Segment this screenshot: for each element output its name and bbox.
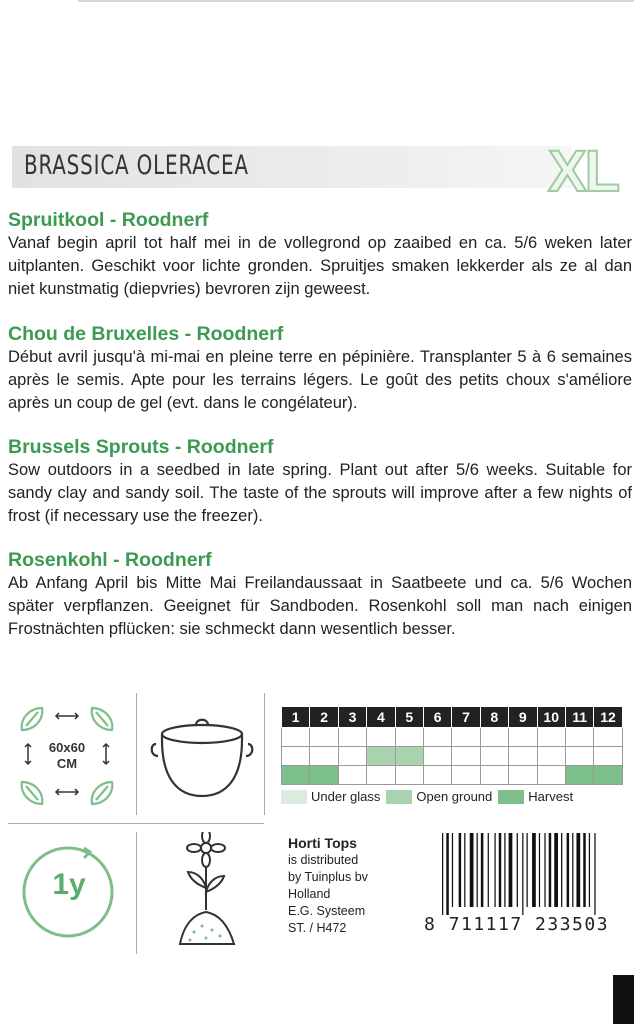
barcode-bar	[477, 833, 478, 907]
barcode-bar	[567, 833, 570, 907]
barcode	[440, 833, 626, 915]
barcode-bar	[499, 833, 502, 907]
under-glass-cell-8	[480, 728, 508, 747]
legend-label: Harvest	[528, 789, 574, 804]
under-glass-cell-1	[282, 728, 310, 747]
open-ground-cell-4	[367, 747, 395, 766]
under-glass-cell-7	[452, 728, 480, 747]
legend-swatch	[386, 790, 412, 804]
under-glass-cell-6	[423, 728, 451, 747]
under-glass-cell-4	[367, 728, 395, 747]
barcode-bar	[522, 833, 523, 915]
barcode-bar	[488, 833, 489, 907]
legend-swatch	[281, 790, 307, 804]
month-header-2: 2	[310, 707, 338, 728]
harvest-cell-10	[537, 766, 565, 785]
month-header-12: 12	[594, 707, 622, 728]
section-title: Chou de Bruxelles - Roodnerf	[8, 323, 284, 345]
spacing-value: 60x60	[48, 740, 86, 755]
distributor-info	[288, 834, 368, 937]
section-dutch	[8, 208, 632, 301]
section-title: Rosenkohl - Roodnerf	[8, 549, 212, 571]
barcode-bar	[517, 833, 518, 907]
distributor-line: by Tuinplus bv	[288, 870, 368, 884]
month-header-8: 8	[480, 707, 508, 728]
under-glass-cell-10	[537, 728, 565, 747]
open-ground-cell-1	[282, 747, 310, 766]
barcode-bar	[583, 833, 586, 907]
legend-under-glass	[281, 789, 380, 804]
open-ground-cell-10	[537, 747, 565, 766]
barcode-bar	[459, 833, 462, 907]
section-text: Début avril jusqu'à mi-mai en pleine terre en pépinière. Transplanter 5 à 6 semaines après le semis. Apte pour les terrains légers. Le goût des petits choux s'améliore après un coup de gel (evt. dans le congélateur).	[8, 348, 632, 412]
harvest-cell-9	[509, 766, 537, 785]
month-header-9: 9	[509, 707, 537, 728]
top-rule	[78, 0, 634, 2]
distributor-line: ST. / H472	[288, 921, 347, 935]
xl-size-badge: XL	[548, 139, 619, 204]
distributor-line: Holland	[288, 887, 331, 901]
under-glass-cell-2	[310, 728, 338, 747]
month-header-7: 7	[452, 707, 480, 728]
barcode-number: 8 711117 233503	[424, 914, 610, 935]
section-title: Spruitkool - Roodnerf	[8, 209, 209, 231]
calendar-month-row	[282, 707, 623, 728]
section-french	[8, 322, 632, 415]
under-glass-cell-5	[395, 728, 423, 747]
legend-harvest	[498, 789, 573, 804]
under-glass-cell-12	[594, 728, 622, 747]
barcode-bar	[442, 833, 443, 915]
barcode-bar	[452, 833, 453, 907]
open-ground-cell-7	[452, 747, 480, 766]
under-glass-cell-11	[565, 728, 593, 747]
icon-grid-divider	[136, 693, 137, 815]
harvest-cell-11	[565, 766, 593, 785]
calendar-under-glass-row	[282, 728, 623, 747]
distributor-line: is distributed	[288, 853, 359, 867]
harvest-cell-4	[367, 766, 395, 785]
barcode-bar	[549, 833, 552, 907]
barcode-bar	[470, 833, 474, 907]
barcode-bar	[494, 833, 495, 907]
barcode-bar	[481, 833, 484, 907]
month-header-3: 3	[338, 707, 366, 728]
barcode-bar	[464, 833, 465, 907]
legend-label: Open ground	[416, 789, 493, 804]
section-english	[8, 435, 632, 528]
harvest-cell-8	[480, 766, 508, 785]
month-header-5: 5	[395, 707, 423, 728]
harvest-cell-6	[423, 766, 451, 785]
barcode-bar	[539, 833, 540, 907]
icon-grid-divider	[8, 823, 264, 824]
section-title: Brussels Sprouts - Roodnerf	[8, 436, 274, 458]
open-ground-cell-3	[338, 747, 366, 766]
icon-grid-divider	[136, 832, 137, 954]
under-glass-cell-3	[338, 728, 366, 747]
harvest-cell-7	[452, 766, 480, 785]
barcode-bar	[576, 833, 580, 907]
harvest-cell-1	[282, 766, 310, 785]
section-text: Vanaf begin april tot half mei in de vollegrond op zaaibed en ca. 5/6 weken later uitplanten. Geschikt voor lichte gronden. Spruitjes smaken lekkerder als ze al dan niet kunstmatig (diepvries) bevroren zijn geweest.	[8, 234, 632, 298]
section-text: Sow outdoors in a seedbed in late spring. Plant out after 5/6 weeks. Suitable for sandy clay and sandy soil. The taste of the sprouts will improve after a few nights of frost (if necessary use the freezer).	[8, 461, 632, 525]
calendar-harvest-row	[282, 766, 623, 785]
sowing-calendar	[281, 706, 623, 785]
barcode-bar	[594, 833, 595, 915]
barcode-bar	[504, 833, 505, 907]
harvest-cell-12	[594, 766, 622, 785]
harvest-cell-3	[338, 766, 366, 785]
month-header-10: 10	[537, 707, 565, 728]
barcode-bar	[527, 833, 528, 907]
barcode-bar	[544, 833, 545, 907]
pot-icon	[146, 700, 258, 812]
open-ground-cell-12	[594, 747, 622, 766]
barcode-bar	[561, 833, 562, 907]
open-ground-cell-11	[565, 747, 593, 766]
barcode-bar	[509, 833, 513, 907]
month-header-6: 6	[423, 707, 451, 728]
barcode-bar	[532, 833, 536, 907]
section-text: Ab Anfang April bis Mitte Mai Freilandaussaat in Saatbeete und ca. 5/6 Wochen später verpflanzen. Geeignet für Sandboden. Rosenkohl soll man nach einigen Frostnächten pflücken: sie schmeckt dann wesentlich besser.	[8, 574, 632, 638]
harvest-cell-2	[310, 766, 338, 785]
calendar-legend	[281, 789, 579, 804]
month-header-11: 11	[565, 707, 593, 728]
barcode-bar	[554, 833, 558, 907]
barcode-bar	[589, 833, 590, 907]
flower-sowing-icon	[146, 832, 258, 952]
month-header-1: 1	[282, 707, 310, 728]
distributor-line: E.G. Systeem	[288, 904, 366, 918]
open-ground-cell-2	[310, 747, 338, 766]
open-ground-cell-5	[395, 747, 423, 766]
month-header-4: 4	[367, 707, 395, 728]
edge-marker	[613, 975, 634, 1024]
legend-swatch	[498, 790, 524, 804]
calendar-open-ground-row	[282, 747, 623, 766]
harvest-cell-5	[395, 766, 423, 785]
icon-grid-divider	[264, 693, 265, 815]
barcode-bar	[572, 833, 573, 907]
lifespan-label: 1y	[52, 868, 86, 901]
distributor-brand: Horti Tops	[288, 835, 357, 851]
legend-open-ground	[386, 789, 492, 804]
under-glass-cell-9	[509, 728, 537, 747]
open-ground-cell-6	[423, 747, 451, 766]
section-german	[8, 548, 632, 641]
latin-name: BRASSICA OLERACEA	[24, 150, 249, 181]
barcode-bar	[446, 833, 449, 915]
open-ground-cell-8	[480, 747, 508, 766]
open-ground-cell-9	[509, 747, 537, 766]
spacing-label	[36, 740, 98, 772]
spacing-unit: CM	[56, 756, 78, 771]
legend-label: Under glass	[311, 789, 381, 804]
